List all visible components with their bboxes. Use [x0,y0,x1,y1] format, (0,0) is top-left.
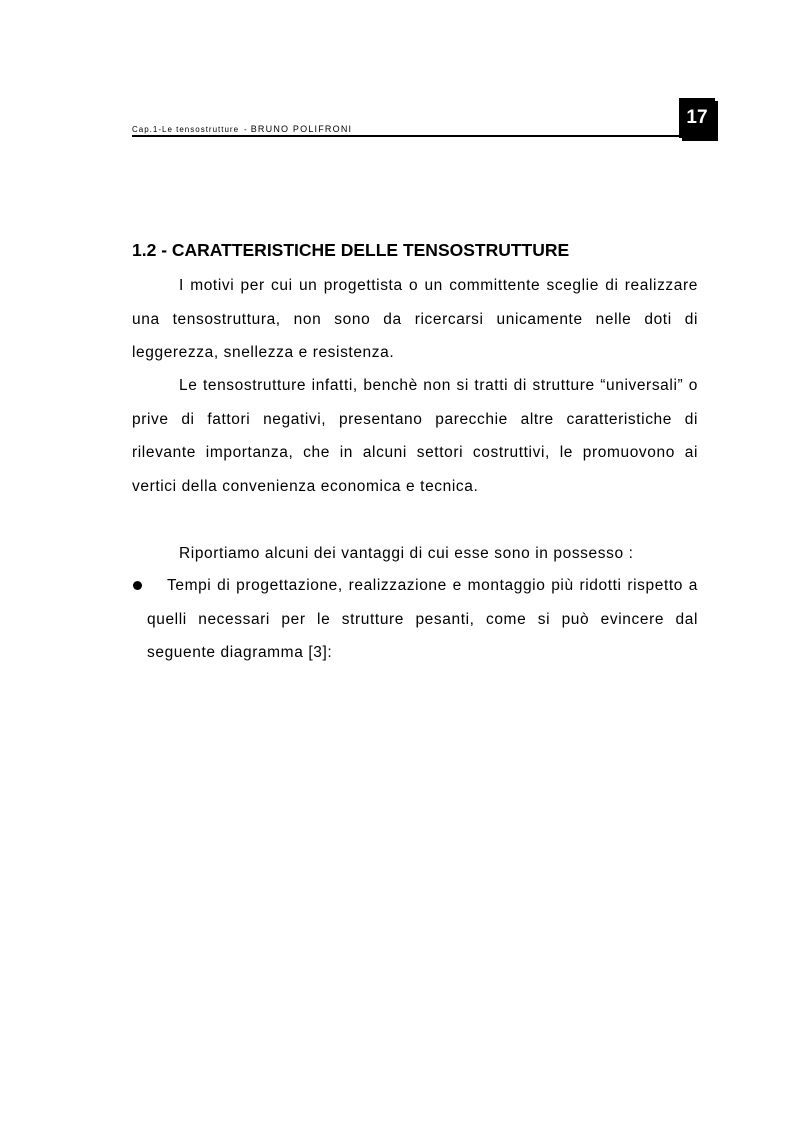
author-name: BRUNO POLIFRONI [250,124,353,134]
paragraph-1: I motivi per cui un progettista o un committente sceglie di realizzare una tensostruttura, non sono da ricercarsi unicamente nelle doti di leggerezza, snellezza e resistenza. [132,277,698,361]
header-rule [132,135,680,137]
header-separator: - [244,125,248,134]
bullet-icon [133,581,142,590]
paragraph-2: Le tensostrutture infatti, benchè non si tratti di strutture “universali” o prive di fattori negativi, presentano parecchie altre caratteristiche di rilevante importanza, che in alcuni settori costruttivi, le promuovono ai vertici della convenienza economica e tecnica. [132,377,698,495]
chapter-label: Cap.1-Le tensostrutture [132,125,240,134]
running-header [132,124,352,134]
bullet-item-1: Tempi di progettazione, realizzazione e montaggio più ridotti rispetto a quelli necessari per le strutture pesanti, come si può evincere dal seguente diagramma [3]: [147,577,698,661]
section-title: 1.2 - CARATTERISTICHE DELLE TENSOSTRUTTURE [132,240,570,260]
paragraph-3: Riportiamo alcuni dei vantaggi di cui esse sono in possesso : [179,545,634,562]
page-number: 17 [679,98,715,138]
